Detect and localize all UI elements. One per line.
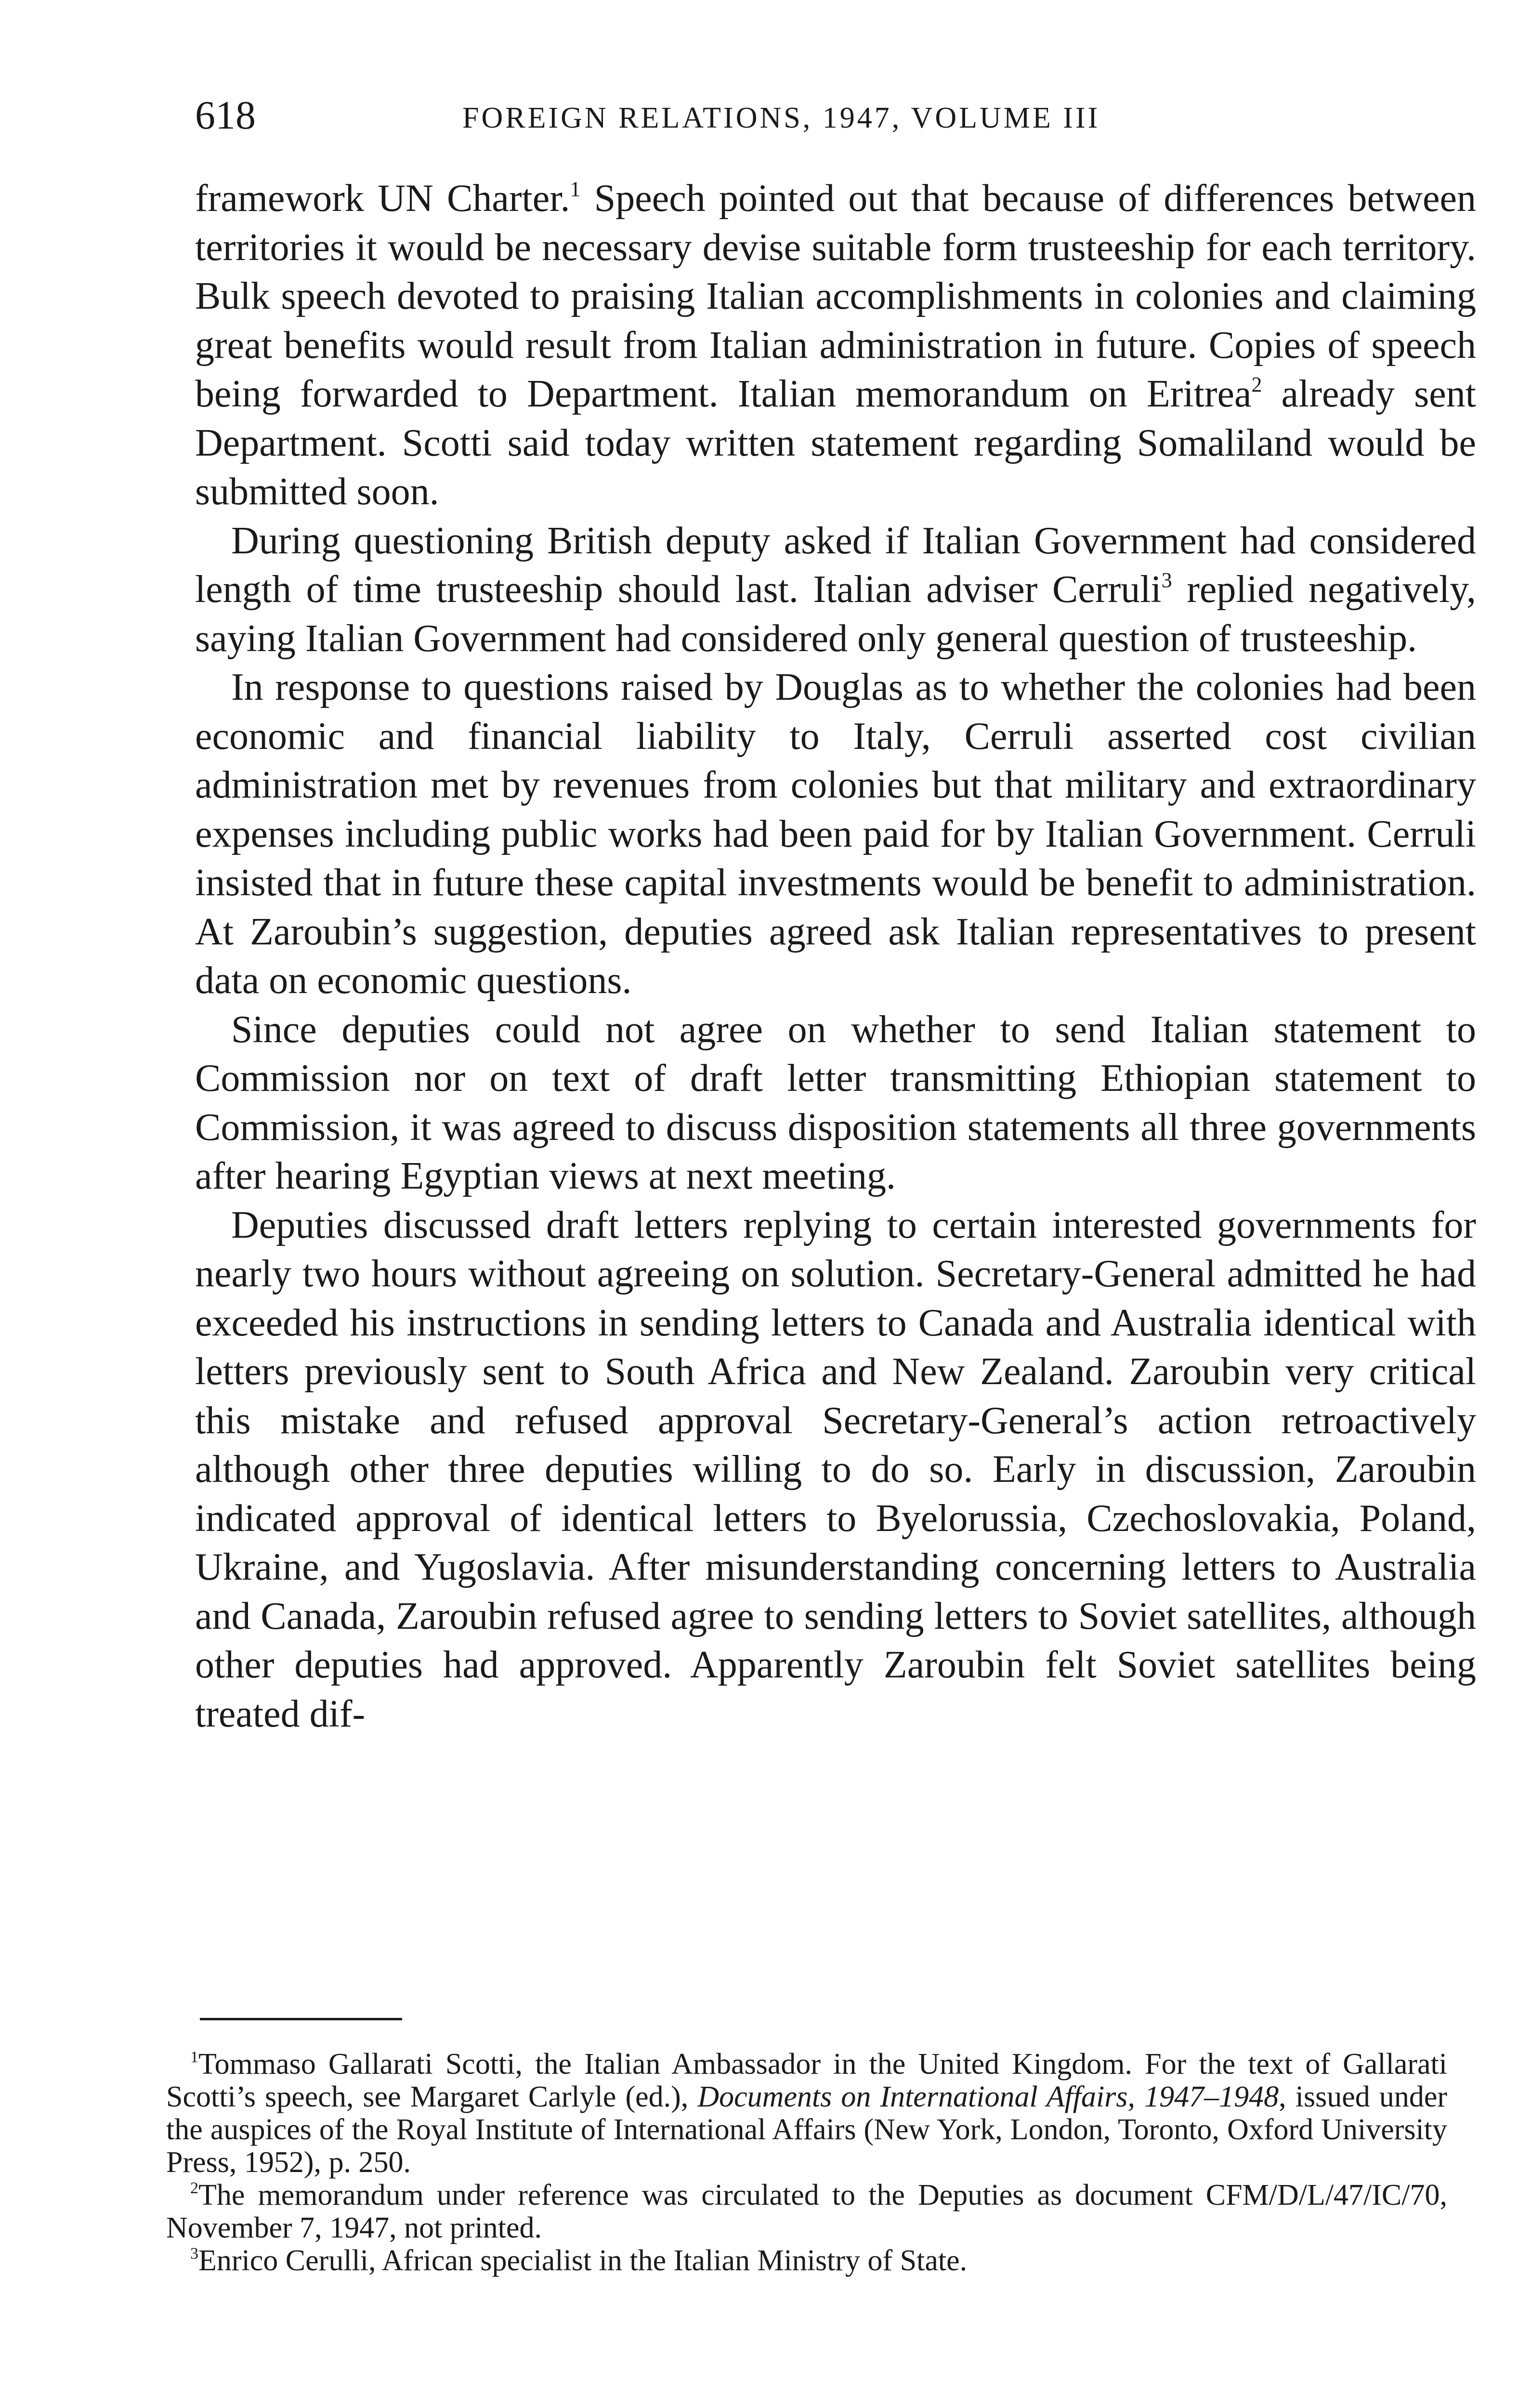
- paragraph-2: [195, 517, 1476, 664]
- paragraph-1: [195, 174, 1476, 517]
- paragraph-1-text-c: already sent Department. Scotti said today written statement regarding Somaliland would be submitted soon.: [195, 373, 1476, 513]
- footnote-2-mark: 2: [190, 2179, 199, 2198]
- footnote-3-text: Enrico Cerulli, African specialist in the Italian Ministry of State.: [198, 2244, 968, 2277]
- footnote-3-mark: 3: [190, 2245, 199, 2263]
- footnotes: [166, 2048, 1447, 2277]
- paragraph-1-text-b: Speech pointed out that because of differences between territories it would be necessary devise suitable form trusteeship for each territory. Bulk speech devoted to praising Italian accomplishments in colonies and claiming great benefits would result from Italian administration in future. Copies of speech being forwarded to Department. Italian memorandum on Eritrea: [195, 177, 1477, 415]
- footnote-ref-2[interactable]: 2: [1251, 373, 1262, 397]
- paragraph-2-text-b: replied negatively, saying Italian Government had considered only general question of trusteeship.: [195, 568, 1477, 660]
- footnote-ref-3[interactable]: 3: [1161, 568, 1172, 592]
- page-number: 618: [195, 93, 256, 138]
- paragraph-5: Deputies discussed draft letters replying to certain interested governments for nearly two hours without agreeing on solution. Secretary-General admitted he had exceeded his instructions in sending letters to Canada and Australia identical with letters previously sent to South Africa and New Zealand. Zaroubin very critical this mistake and refused approval Secretary-General’s action retroactively although other three deputies willing to do so. Early in discussion, Zaroubin indicated approval of identical letters to Byelorussia, Czechoslovakia, Poland, Ukraine, and Yugoslavia. After misunderstanding concerning letters to Australia and Canada, Zaroubin refused agree to sending letters to Soviet satellites, although other deputies had approved. Apparently Zaroubin felt Soviet satellites being treated dif-: [195, 1204, 1476, 1735]
- footnote-1-text-a: Tommaso Gallarati Scotti, the Italian Ambassador in the United Kingdom. For the text of Gallarati Scotti’s speech, see Margaret Carlyle (ed.),: [166, 2048, 1447, 2113]
- footnote-1-mark: 1: [190, 2048, 199, 2067]
- footnote-3: [166, 2244, 1447, 2277]
- footnote-1: [166, 2048, 1447, 2179]
- running-title: FOREIGN RELATIONS, 1947, VOLUME III: [462, 102, 1100, 134]
- footnote-1-text-b: , issued under the auspices of the Royal Institute of International Affairs (New York, London, Toronto, Oxford University Press, 1952), p. 250.: [166, 2081, 1447, 2179]
- footnote-divider: [200, 2018, 402, 2020]
- running-head: [195, 87, 1476, 144]
- footnote-1-cited-title: Documents on International Affairs, 1947–1948: [697, 2081, 1279, 2113]
- paragraph-2-text-a: During questioning British deputy asked if Italian Government had considered length of time trusteeship should last. Italian adviser Cerruli: [195, 519, 1476, 611]
- paragraph-3: In response to questions raised by Douglas as to whether the colonies had been economic and financial liability to Italy, Cerruli asserted cost civilian administration met by revenues from colonies but that military and extraordinary expenses including public works had been paid for by Italian Government. Cerruli insisted that in future these capital investments would be benefit to administration. At Zaroubin’s suggestion, deputies agreed ask Italian representatives to present data on economic questions.: [195, 666, 1476, 1002]
- paragraph-4: Since deputies could not agree on whether to send Italian statement to Commission nor on text of draft letter transmitting Ethiopian statement to Commission, it was agreed to discuss disposition statements all three governments after hearing Egyptian views at next meeting.: [195, 1008, 1476, 1197]
- paragraph-1-text-a: framework UN Charter.: [195, 177, 570, 220]
- footnote-2: [166, 2179, 1447, 2244]
- body-text: [195, 174, 1476, 1739]
- footnote-ref-1[interactable]: 1: [570, 177, 581, 201]
- footnote-2-text: The memorandum under reference was circulated to the Deputies as document CFM/D/L/47/IC/70, November 7, 1947, not printed.: [166, 2179, 1447, 2244]
